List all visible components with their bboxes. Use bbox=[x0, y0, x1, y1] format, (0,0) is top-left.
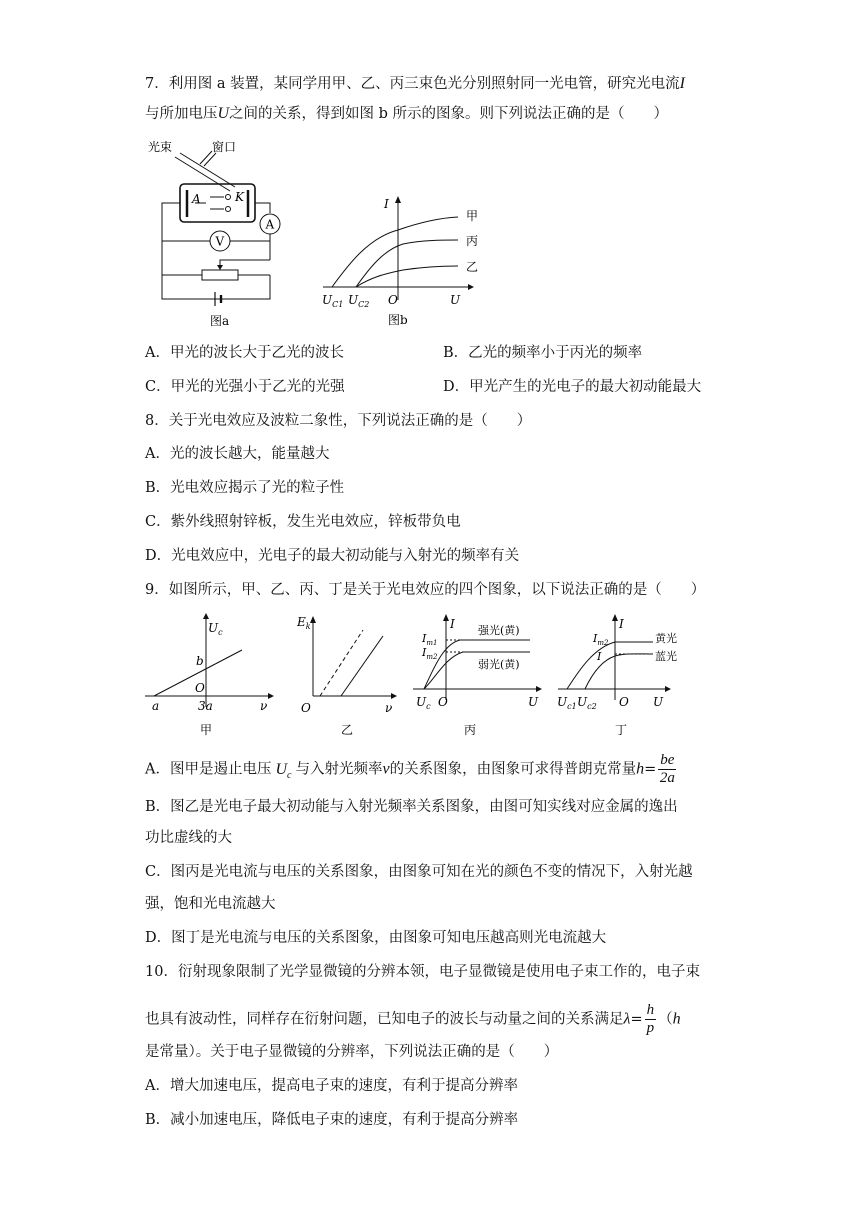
g1-origin: O bbox=[195, 681, 205, 695]
cathode-label: K bbox=[235, 190, 244, 204]
q9-graph-ding bbox=[553, 612, 693, 742]
g1-a-label: a bbox=[152, 699, 160, 713]
q7-figure-b-graph bbox=[318, 190, 488, 330]
g3-origin: O bbox=[438, 695, 448, 709]
q7-stem-line2: 与所加电压U之间的关系，得到如图 b 所示的图象。则下列说法正确的是（ ） bbox=[145, 105, 669, 122]
q7-stem-line1: 7．利用图 a 装置，某同学用甲、乙、丙三束色光分别照射同一光电管，研究光电流I bbox=[145, 75, 685, 92]
g4-caption: 丁 bbox=[615, 723, 628, 737]
q7-option-b[interactable]: B．乙光的频率小于丙光的频率 bbox=[443, 345, 643, 361]
g3-im1-label: $I_{m1}$ bbox=[422, 632, 438, 647]
origin-label: O bbox=[388, 293, 398, 307]
g4-im2-label: $I_{m2}$ bbox=[593, 632, 609, 647]
q8-stem: 8．关于光电效应及波粒二象性，下列说法正确的是（ ） bbox=[145, 413, 532, 429]
g2-caption: 乙 bbox=[341, 723, 354, 737]
uc1-label: $U_{C1}$ bbox=[322, 293, 344, 309]
g4-i1-label: I bbox=[597, 650, 602, 663]
g2-axis-y: $E_k$ bbox=[297, 615, 311, 631]
g3-axis-x: U bbox=[528, 695, 539, 709]
g4-axis-x: U bbox=[653, 695, 664, 709]
q9-graph-bing bbox=[408, 612, 548, 742]
beam-label: 光束 bbox=[148, 140, 173, 154]
curve-bing-label: 丙 bbox=[466, 234, 479, 248]
g3-axis-y: I bbox=[450, 617, 455, 631]
g3-weak-label: 弱光(黄) bbox=[478, 658, 520, 671]
q9-option-c-line2[interactable]: 强，饱和光电流越大 bbox=[145, 896, 276, 912]
axis-i-label: I bbox=[384, 197, 389, 211]
figure-a-caption: 图a bbox=[210, 314, 230, 328]
g1-axis-y: $U_c$ bbox=[208, 621, 223, 637]
q7-figure-a-circuit bbox=[140, 135, 300, 330]
q8-option-c[interactable]: C．紫外线照射锌板，发生光电效应，锌板带负电 bbox=[145, 514, 461, 530]
q9-option-b-line2[interactable]: 功比虚线的大 bbox=[145, 830, 232, 846]
axis-u-label: U bbox=[450, 293, 461, 307]
g4-uc2-label: $U_{c2}$ bbox=[577, 695, 597, 711]
g4-origin: O bbox=[619, 695, 629, 709]
window-label: 窗口 bbox=[212, 140, 237, 154]
curve-yi-label: 乙 bbox=[466, 260, 479, 274]
q7-option-a[interactable]: A．甲光的波长大于乙光的波长 bbox=[145, 345, 344, 361]
figure-b-caption: 图b bbox=[388, 313, 408, 327]
q8-option-b[interactable]: B．光电效应揭示了光的粒子性 bbox=[145, 480, 345, 496]
g1-b-label: b bbox=[196, 654, 204, 668]
g1-3a-label: 3a bbox=[198, 699, 213, 713]
q10-option-b[interactable]: B．减小加速电压，降低电子束的速度，有利于提高分辨率 bbox=[145, 1112, 519, 1128]
g1-caption: 甲 bbox=[200, 723, 213, 737]
g4-yellow-label: 黄光 bbox=[655, 632, 677, 645]
q10-stem-line1: 10．衍射现象限制了光学显微镜的分辨本领，电子显微镜是使用电子束工作的，电子束 bbox=[145, 964, 700, 980]
q8-option-d[interactable]: D．光电效应中，光电子的最大初动能与入射光的频率有关 bbox=[145, 548, 520, 564]
q9-fraction: $\frac{be}{2a}$ bbox=[659, 752, 675, 786]
q9-option-d[interactable]: D．图丁是光电流与电压的关系图象，由图象可知电压越高则光电流越大 bbox=[145, 930, 607, 946]
q8-option-a[interactable]: A．光的波长越大，能量越大 bbox=[145, 446, 330, 462]
g3-im2-label: $I_{m2}$ bbox=[422, 646, 438, 661]
q10-option-a[interactable]: A．增大加速电压，提高电子束的速度，有利于提高分辨率 bbox=[145, 1078, 518, 1094]
g2-axis-x: ν bbox=[385, 701, 393, 715]
g3-caption: 丙 bbox=[464, 723, 477, 737]
q9-graph-yi bbox=[293, 612, 403, 742]
uc2-label: $U_{C2}$ bbox=[348, 293, 370, 309]
q10-fraction: $\frac{h}{p}$ bbox=[646, 1002, 655, 1036]
g3-uc-label: $U_c$ bbox=[416, 695, 431, 711]
anode-label: A bbox=[192, 192, 201, 206]
q10-stem-line2: 也具有波动性，同样存在衍射问题，已知电子的波长与动量之间的关系满足λ= $\frac{h}{p}$ （h bbox=[145, 1002, 681, 1036]
ammeter-label: A bbox=[265, 217, 275, 232]
g4-uc1-label: $U_{c1}$ bbox=[557, 695, 577, 711]
q9-option-b-line1[interactable]: B．图乙是光电子最大初动能与入射光频率关系图象，由图可知实线对应金属的逸出 bbox=[145, 799, 678, 815]
g1-axis-x: ν bbox=[260, 699, 268, 713]
q9-graph-jia bbox=[140, 612, 280, 742]
curve-jia-label: 甲 bbox=[466, 209, 479, 223]
q7-option-d[interactable]: D．甲光产生的光电子的最大初动能最大 bbox=[443, 379, 702, 395]
q9-option-c-line1[interactable]: C．图丙是光电流与电压的关系图象，由图象可知在光的颜色不变的情况下，入射光越 bbox=[145, 864, 693, 880]
g4-axis-y: I bbox=[619, 617, 624, 631]
q9-stem: 9．如图所示，甲、乙、丙、丁是关于光电效应的四个图象，以下说法正确的是（ ） bbox=[145, 582, 706, 598]
g4-blue-label: 蓝光 bbox=[655, 650, 677, 663]
voltmeter-label: V bbox=[215, 234, 225, 249]
q7-option-c[interactable]: C．甲光的光强小于乙光的光强 bbox=[145, 379, 345, 395]
q10-stem-line3: 是常量）。关于电子显微镜的分辨率，下列说法正确的是（ ） bbox=[145, 1044, 559, 1060]
g3-strong-label: 强光(黄) bbox=[478, 624, 520, 637]
q9-option-a[interactable]: A．图甲是遏止电压 $U_c$ 与入射光频率ν的关系图象，由图象可求得普朗克常量h= $\frac{be}{2a}$ bbox=[145, 752, 675, 786]
g2-origin: O bbox=[301, 701, 311, 715]
